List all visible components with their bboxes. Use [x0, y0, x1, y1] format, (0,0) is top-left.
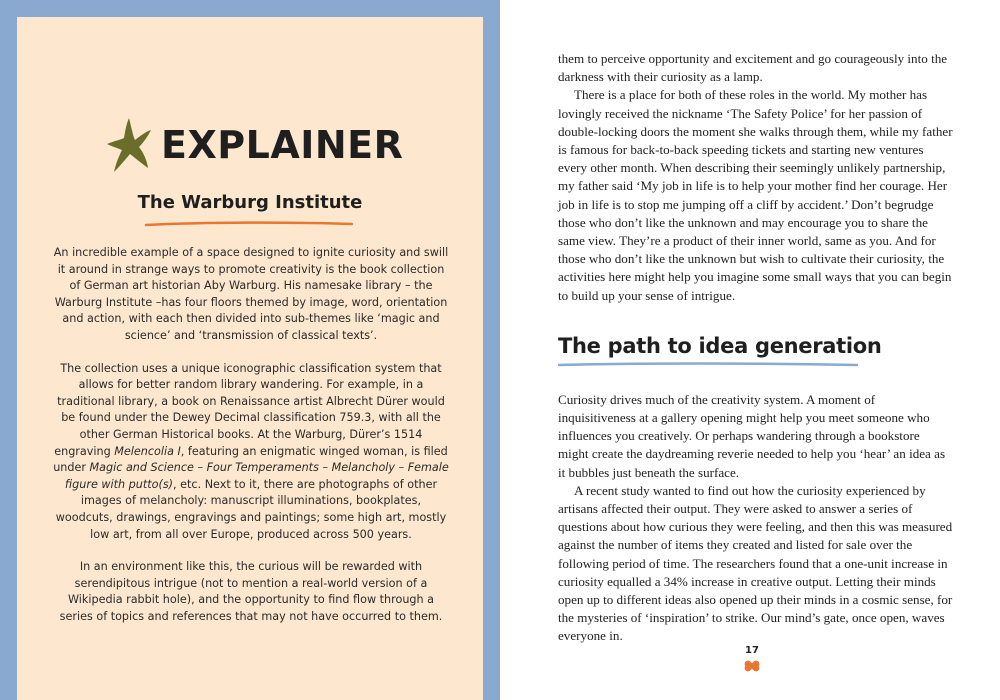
explainer-title: EXPLAINER — [161, 123, 404, 167]
page-number: 17 — [745, 645, 759, 656]
explainer-body — [51, 245, 451, 641]
subtitle-underline — [144, 219, 354, 229]
star-icon — [105, 116, 153, 174]
melencolia-title: Melencolia I — [114, 444, 181, 458]
right-paragraph-2: There is a place for both of these roles in the world. My mother has lovingly received the nickname ‘The Safety Police’ for her passion of double-locking doors the moment she walks through them, while my father is famous for back-to-back speeding tickets and starting new ventures every other month. When describing their seemingly unlikely partnership, my father said ‘My job in life is to help your mother find her courage. Her job in life is to stop me jumping off a cliff by accident.’ Don’t begrudge those who don’t like the unknown and may encourage you to share the same view. They’re a product of their inner world, same as you. And for those who don’t like the unknown but wish to cultivate their curiosity, the activities here might help you imagine some small ways that you can begin to build up your sense of intrigue. — [558, 87, 953, 303]
explainer-paragraph-3: In an environment like this, the curious will be rewarded with serendipitous intrigue (not to mention a real-world version of a Wikipedia rabbit hole), and the opportunity to find flow through a series of topics and references that may not have occurred to them. — [59, 560, 443, 623]
p2-text-e: , etc. Next to it, there are photographs of other images of melancholy: manuscript illuminations, bookplates, woodcuts, drawings, engravings and paintings; some high art, mostly low art, from all over Europe, produced across 500 years. — [55, 477, 447, 541]
flower-icon — [744, 660, 760, 672]
right-page-text — [558, 50, 953, 646]
classification-path: Magic and Science – Four Temperaments – Melancholy – Female figure with putto(s) — [64, 461, 449, 491]
explainer-paragraph-1: An incredible example of a space designed to ignite curiosity and swill it around in strange ways to promote creativity is the book collection of German art historian Aby Warburg. His namesake library – the Warburg Institute –has four floors themed by image, word, orientation and action, with each then divided into sub-themes like ‘magic and science’ and ‘transmission of classical texts’. — [53, 246, 449, 342]
heading-underline — [558, 361, 858, 369]
right-paragraph-3: Curiosity drives much of the creativity system. A moment of inquisitiveness at a gallery opening might help you meet someone who influences you creatively. Or perhaps wandering through a bookstore might create the daydreaming reverie needed to help you ‘hear’ an idea as it bubbles just beneath the surface. — [558, 391, 946, 480]
p2-text-a: The collection uses a unique iconographic classification system that allows for better random library wandering. For example, in a traditional library, a book on Renaissance artist Albrecht Dürer would be found under the Dewey Decimal classification 759.3, with all the other German Historical books. At the Warburg, Dürer’s 1514 engraving — [54, 361, 445, 458]
p2-text-c: , featuring an enigmatic winged woman, is filed under — [53, 444, 448, 475]
explainer-paragraph-2 — [51, 361, 451, 544]
section-heading: The path to idea generation — [558, 333, 882, 358]
warburg-subtitle: The Warburg Institute — [137, 192, 363, 213]
right-paragraph-1: them to perceive opportunity and excitement and go courageously into the darkness with their curiosity as a lamp. — [558, 51, 948, 85]
explainer-panel — [17, 17, 483, 700]
right-paragraph-4: A recent study wanted to find out how the curiosity experienced by artisans affected their output. They were asked to answer a series of questions about how curious they were feeling, and then this was measured against the number of items they created and listed for sale over the following period of time. The researchers found that a one-unit increase in curiosity equalled a 34% increase in creative output. Letting their minds open up to different ideas also opened up their minds in a cosmic sense, for the mysteries of ‘inspiration’ to strike. Our mind’s gate, once open, waves everyone in. — [558, 482, 953, 644]
explainer-header — [105, 105, 403, 185]
